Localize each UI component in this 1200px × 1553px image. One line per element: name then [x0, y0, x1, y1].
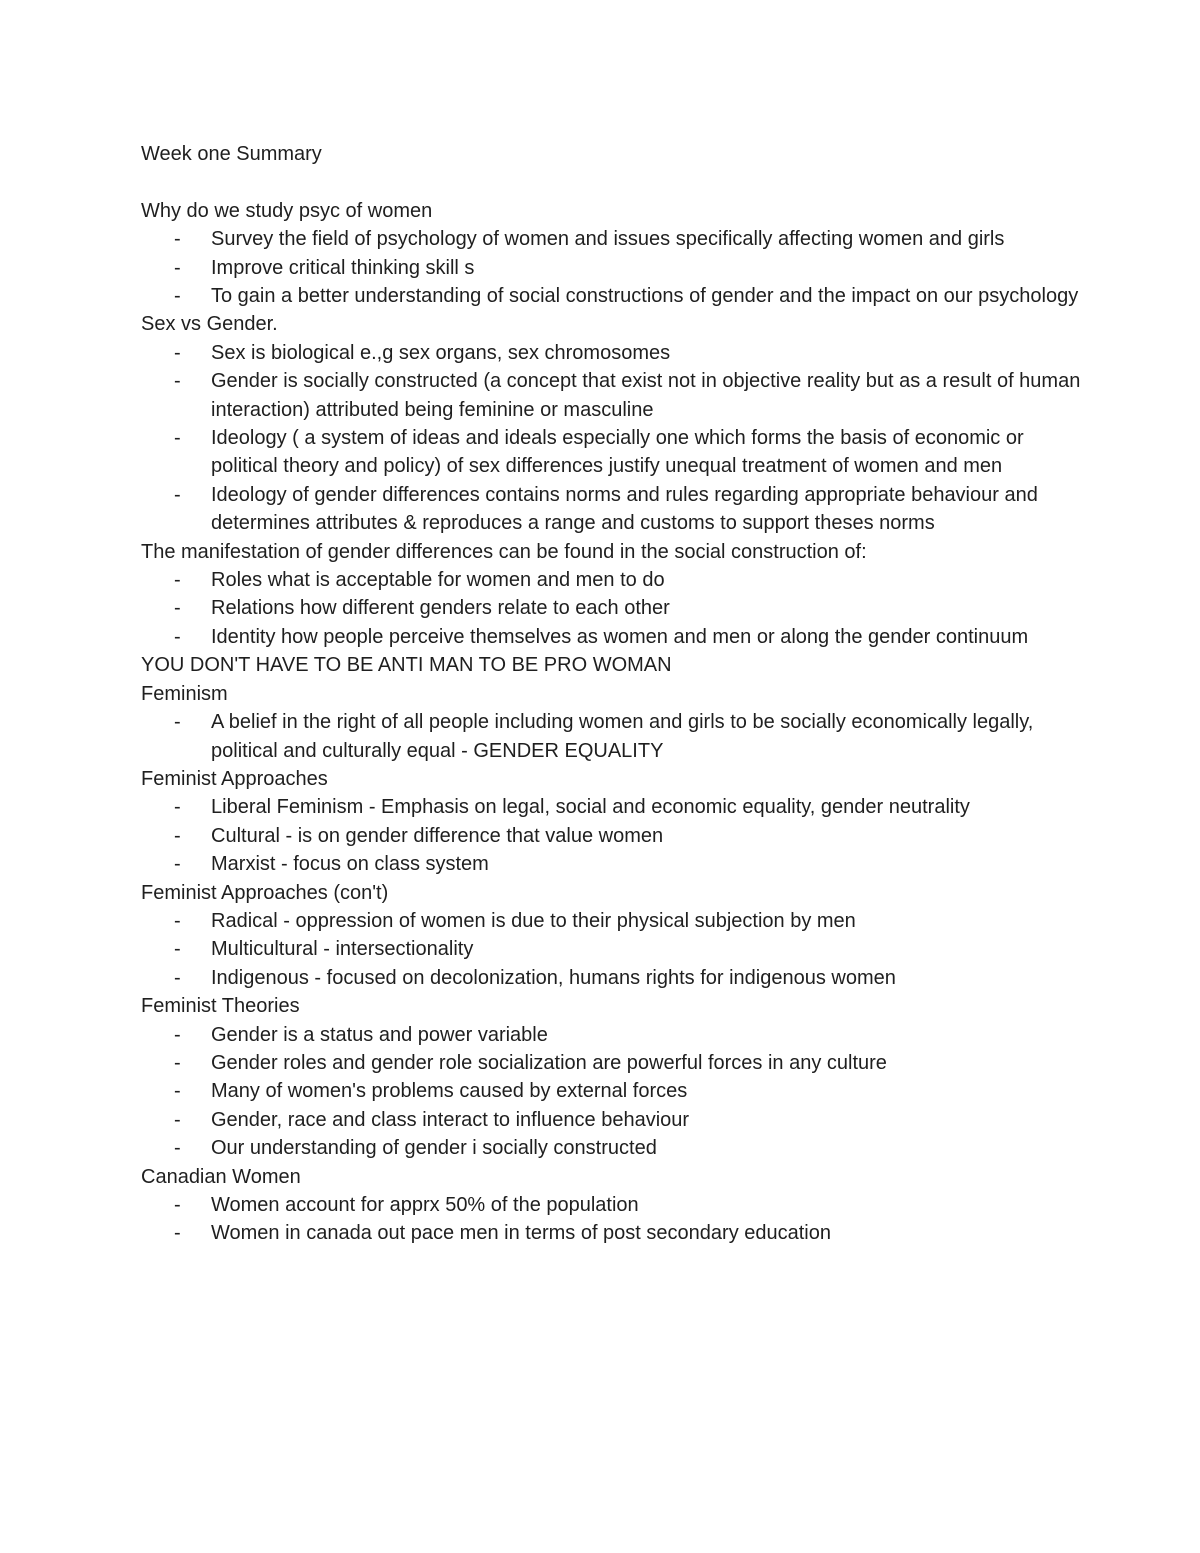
bullet-list — [141, 708, 1081, 765]
dash-bullet-icon: - — [174, 285, 181, 308]
bullet-list — [141, 225, 1081, 310]
dash-bullet-icon: - — [174, 1137, 181, 1160]
dash-bullet-icon: - — [174, 909, 181, 932]
list-item — [141, 367, 1081, 424]
list-item — [141, 339, 1081, 367]
list-item — [141, 822, 1081, 850]
list-item-text: Gender is a status and power variable — [211, 1023, 548, 1046]
list-item-text: Indigenous - focused on decolonization, humans rights for indigenous women — [211, 966, 896, 989]
dash-bullet-icon: - — [174, 256, 181, 279]
dash-bullet-icon: - — [174, 1023, 181, 1046]
bullet-list — [141, 907, 1081, 992]
list-item-text: Radical - oppression of women is due to their physical subjection by men — [211, 909, 856, 932]
section — [141, 310, 1081, 537]
document-body — [141, 197, 1081, 1248]
list-item — [141, 566, 1081, 594]
list-item — [141, 907, 1081, 935]
document-page — [141, 140, 1081, 1248]
section-heading: Canadian Women — [141, 1165, 301, 1188]
list-item-text: Our understanding of gender i socially constructed — [211, 1137, 657, 1160]
list-item-text: Gender roles and gender role socialization are powerful forces in any culture — [211, 1051, 887, 1074]
list-item — [141, 964, 1081, 992]
list-item — [141, 1134, 1081, 1162]
section-heading: The manifestation of gender differences can be found in the social construction of: — [141, 540, 867, 563]
list-item-text: Ideology ( a system of ideas and ideals especially one which forms the basis of economic or political theory and policy) of sex differences justify unequal treatment of women and men — [211, 427, 1024, 478]
section — [141, 1163, 1081, 1248]
dash-bullet-icon: - — [174, 853, 181, 876]
dash-bullet-icon: - — [174, 711, 181, 734]
dash-bullet-icon: - — [174, 483, 181, 506]
list-item — [141, 850, 1081, 878]
section-heading: Feminist Approaches — [141, 767, 328, 790]
list-item — [141, 1021, 1081, 1049]
dash-bullet-icon: - — [174, 824, 181, 847]
bullet-list — [141, 1191, 1081, 1248]
list-item-text: Gender, race and class interact to influence behaviour — [211, 1108, 690, 1131]
bullet-list — [141, 339, 1081, 538]
section — [141, 992, 1081, 1162]
list-item-text: A belief in the right of all people including women and girls to be socially economically legally, political and culturally equal - GENDER EQUALITY — [211, 711, 1034, 762]
dash-bullet-icon: - — [174, 966, 181, 989]
list-item — [141, 1077, 1081, 1105]
list-item-text: Gender is socially constructed (a concept that exist not in objective reality but as a result of human interaction) attributed being feminine or masculine — [211, 370, 1081, 421]
section-heading: Feminist Approaches (con't) — [141, 881, 389, 904]
list-item-text: Sex is biological e.,g sex organs, sex chromosomes — [211, 341, 671, 364]
dash-bullet-icon: - — [174, 569, 181, 592]
dash-bullet-icon: - — [174, 370, 181, 393]
list-item-text: Women account for apprx 50% of the population — [211, 1194, 639, 1217]
list-item — [141, 282, 1081, 310]
bullet-list — [141, 566, 1081, 651]
list-item-text: Marxist - focus on class system — [211, 853, 489, 876]
section — [141, 538, 1081, 652]
dash-bullet-icon: - — [174, 228, 181, 251]
list-item — [141, 594, 1081, 622]
list-item — [141, 1219, 1081, 1247]
section — [141, 765, 1081, 879]
dash-bullet-icon: - — [174, 796, 181, 819]
list-item-text: Multicultural - intersectionality — [211, 938, 474, 961]
list-item-text: Liberal Feminism - Emphasis on legal, social and economic equality, gender neutrality — [211, 796, 970, 819]
dash-bullet-icon: - — [174, 1222, 181, 1245]
list-item — [141, 225, 1081, 253]
dash-bullet-icon: - — [174, 1051, 181, 1074]
bullet-list — [141, 1021, 1081, 1163]
section-heading: Sex vs Gender. — [141, 313, 278, 336]
dash-bullet-icon: - — [174, 625, 181, 648]
list-item-text: Improve critical thinking skill s — [211, 256, 475, 279]
list-item-text: Roles what is acceptable for women and men to do — [211, 569, 665, 592]
section-heading: Why do we study psyc of women — [141, 199, 433, 222]
list-item — [141, 1191, 1081, 1219]
list-item-text: Survey the field of psychology of women and issues specifically affecting women and girls — [211, 228, 1005, 251]
list-item — [141, 708, 1081, 765]
dash-bullet-icon: - — [174, 1194, 181, 1217]
list-item-text: Relations how different genders relate to each other — [211, 597, 670, 620]
section — [141, 680, 1081, 765]
list-item — [141, 481, 1081, 538]
list-item — [141, 424, 1081, 481]
list-item-text: Women in canada out pace men in terms of post secondary education — [211, 1222, 831, 1245]
section-heading: Feminist Theories — [141, 995, 300, 1018]
list-item — [141, 793, 1081, 821]
list-item — [141, 1049, 1081, 1077]
section-heading: YOU DON'T HAVE TO BE ANTI MAN TO BE PRO WOMAN — [141, 654, 672, 677]
blank-line — [141, 168, 1081, 196]
page-title: Week one Summary — [141, 143, 322, 165]
list-item — [141, 1106, 1081, 1134]
list-item — [141, 623, 1081, 651]
dash-bullet-icon: - — [174, 1108, 181, 1131]
section — [141, 197, 1081, 311]
dash-bullet-icon: - — [174, 938, 181, 961]
dash-bullet-icon: - — [174, 427, 181, 450]
dash-bullet-icon: - — [174, 341, 181, 364]
list-item — [141, 254, 1081, 282]
list-item-text: Identity how people perceive themselves as women and men or along the gender continuum — [211, 625, 1029, 648]
list-item — [141, 935, 1081, 963]
list-item-text: Ideology of gender differences contains norms and rules regarding appropriate behaviour and determines attributes & reproduces a range and customs to support theses norms — [211, 483, 1038, 535]
list-item-text: To gain a better understanding of social constructions of gender and the impact on our psychology — [211, 285, 1079, 308]
dash-bullet-icon: - — [174, 597, 181, 620]
bullet-list — [141, 793, 1081, 878]
dash-bullet-icon: - — [174, 1080, 181, 1103]
list-item-text: Cultural - is on gender difference that value women — [211, 824, 664, 847]
list-item-text: Many of women's problems caused by external forces — [211, 1080, 688, 1103]
section-heading: Feminism — [141, 682, 228, 705]
section — [141, 651, 1081, 679]
section — [141, 879, 1081, 993]
